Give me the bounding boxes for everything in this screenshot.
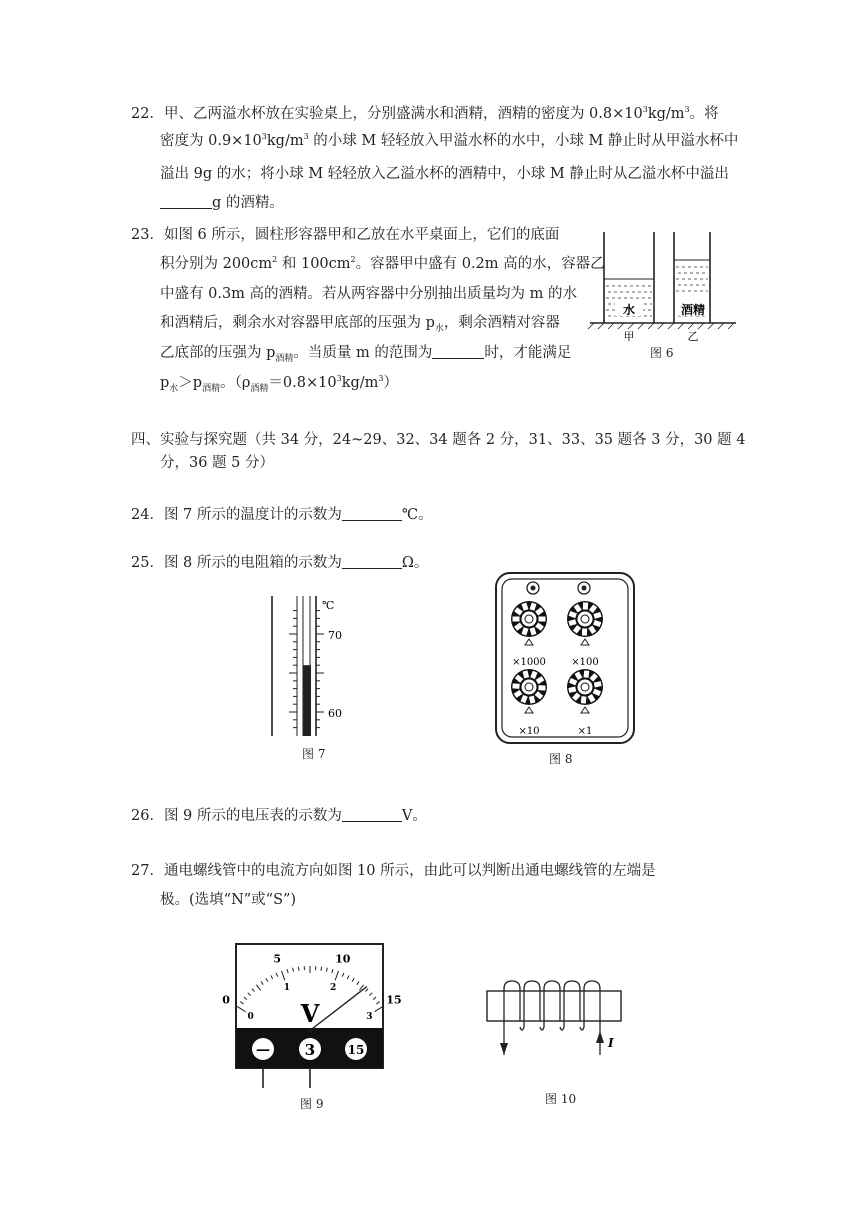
figure-7-thermometer	[262, 594, 352, 739]
thermo-unit: ℃	[322, 599, 335, 612]
dial-x100-label: ×100	[571, 657, 599, 668]
q22-line3: 溢出 9g 的水；将小球 M 轻轻放入乙溢水杯的酒精中，小球 M 静止时从乙溢水杯中溢出	[160, 166, 729, 182]
fig8-caption: 图 8	[549, 752, 573, 766]
q22-line4: g 的酒精。	[160, 193, 284, 213]
volt-inner-label: 0	[247, 1011, 254, 1022]
fig6-caption: 图 6	[650, 346, 674, 360]
terminal-minus: —	[256, 1042, 270, 1058]
figure-9-voltmeter	[222, 940, 402, 1090]
terminal-15: 15	[347, 1043, 365, 1057]
answer-blank[interactable]	[342, 554, 402, 569]
thermo-label-60: 60	[328, 707, 342, 720]
dial-x1-label: ×1	[577, 726, 593, 737]
fig6-jia-label: 甲	[623, 330, 635, 343]
q27-line1: 27．通电螺线管中的电流方向如图 10 所示，由此可以判断出通电螺线管的左端是	[131, 863, 656, 879]
answer-blank[interactable]	[342, 506, 402, 521]
volt-inner-label: 2	[330, 982, 337, 993]
answer-blank[interactable]	[342, 807, 402, 822]
fig10-caption: 图 10	[545, 1092, 577, 1106]
fig7-caption: 图 7	[302, 747, 326, 761]
q24: 24．图 7 所示的温度计的示数为 ℃。	[131, 507, 433, 523]
thermo-label-70: 70	[328, 629, 342, 642]
volt-outer-label: 10	[335, 952, 351, 966]
q23-line1: 23．如图 6 所示，圆柱形容器甲和乙放在水平桌面上，它们的底面	[131, 227, 560, 243]
voltmeter-symbol: V	[300, 999, 320, 1028]
current-label: I	[608, 1036, 614, 1050]
q23-line2: 积分别为 $200cm^2$ 和 $100cm^2$。容器甲中盛有 0.2m 高的水，容器乙	[160, 255, 605, 272]
volt-outer-label: 0	[222, 993, 230, 1007]
q25: 25．图 8 所示的电阻箱的示数为 Ω。	[131, 555, 429, 571]
dial-x10-label: ×10	[518, 726, 540, 737]
q23-line3: 中盛有 0.3m 高的酒精。若从两容器中分别抽出质量均为 m 的水	[160, 286, 577, 302]
figure-10-solenoid	[480, 975, 630, 1065]
terminal-3: 3	[304, 1041, 316, 1059]
volt-outer-label: 5	[273, 952, 282, 966]
q26: 26．图 9 所示的电压表的示数为 V。	[131, 808, 427, 824]
q22-line1: 22．甲、乙两溢水杯放在实验桌上，分别盛满水和酒精，酒精的密度为 $0.8\times 10^3kg/m^3$。将	[131, 105, 719, 122]
fig9-caption: 图 9	[300, 1097, 324, 1111]
volt-outer-label: 15	[386, 993, 402, 1007]
answer-blank[interactable]	[432, 344, 484, 359]
q27-line2: 极。(选填“N”或“S”)	[160, 892, 297, 908]
fig6-yi-label: 乙	[687, 330, 699, 343]
q23-line4: 和酒精后，剩余水对容器甲底部的压强为 $p_水$，剩余酒精对容器	[160, 315, 560, 334]
q23-line5: 乙底部的压强为 $p_{酒精}$。当质量 m 的范围为 时，才能满足	[160, 345, 572, 364]
fig6-water-label: 水	[622, 303, 636, 317]
section-4-title-cont: 分，36 题 5 分）	[160, 455, 275, 471]
q22-line2: 密度为 $0.9\times 10^3kg/m^3$ 的小球 M 轻轻放入甲溢水杯的水中，小球 M 静止时从甲溢水杯中	[160, 132, 739, 149]
figure-8-resistance-box	[495, 572, 635, 744]
answer-blank[interactable]	[160, 194, 212, 209]
section-4-title: 四、实验与探究题（共 34 分，24~29、32、34 题各 2 分，31、33、35 题各 3 分，30 题 4	[131, 432, 746, 448]
q23-line6: $p_水>p_{酒精}$。$(\rho_{酒精}=0.8\times 10^3kg/m^3)$	[160, 374, 398, 394]
fig6-alcohol-label: 酒精	[680, 303, 706, 317]
dial-x1000-label: ×1000	[512, 657, 546, 668]
volt-inner-label: 3	[366, 1011, 373, 1022]
volt-inner-label: 1	[283, 982, 290, 993]
